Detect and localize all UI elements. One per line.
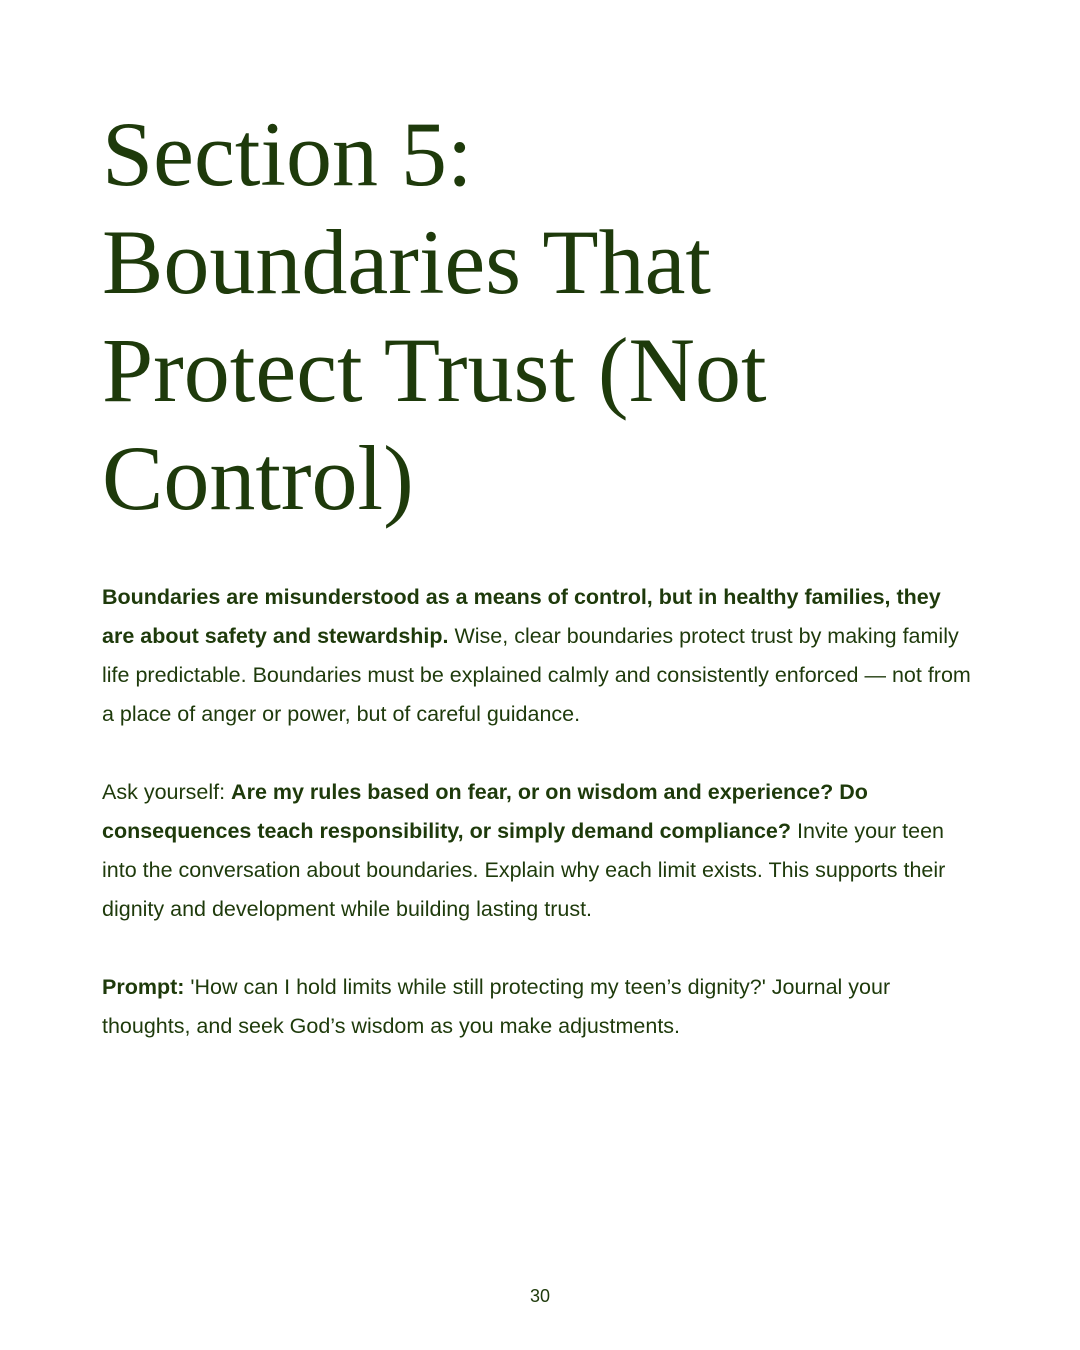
page-number: 30: [529, 1286, 551, 1306]
section-title-line: Boundaries That: [102, 211, 711, 313]
section-title-line: Section 5:: [102, 103, 473, 205]
paragraph-body-text: Invite your teen into the conversation about boundaries. Explain why each limit exists. This supports their dignity and development while building lasting trust.: [102, 819, 946, 921]
prompt-label: Prompt:: [102, 975, 185, 999]
paragraph-lead-text: Ask yourself:: [102, 780, 232, 804]
paragraph-bold-text: Boundaries are misunderstood as a means of control, but in healthy families, they are about safety and stewardship.: [102, 585, 941, 648]
section-title-line: Control): [102, 427, 414, 529]
page-content: [102, 100, 978, 1046]
paragraph-body-text: Wise, clear boundaries protect trust by making family life predictable. Boundaries must be explained calmly and consistently enforced — not from a place of anger or power, but of careful guidance.: [102, 624, 971, 726]
paragraph-bold-text: Are my rules based on fear, or on wisdom and experience? Do consequences teach responsibility, or simply demand compliance?: [102, 780, 868, 843]
section-title: [102, 100, 978, 532]
paragraph-ask-yourself: [102, 773, 978, 929]
paragraph-prompt: [102, 968, 978, 1046]
paragraph-boundaries-intro: [102, 578, 978, 734]
paragraph-body-text: 'How can I hold limits while still protecting my teen’s dignity?' Journal your thoughts, and seek God’s wisdom as you make adjustments.: [102, 975, 891, 1038]
section-title-line: Protect Trust (Not: [102, 319, 767, 421]
